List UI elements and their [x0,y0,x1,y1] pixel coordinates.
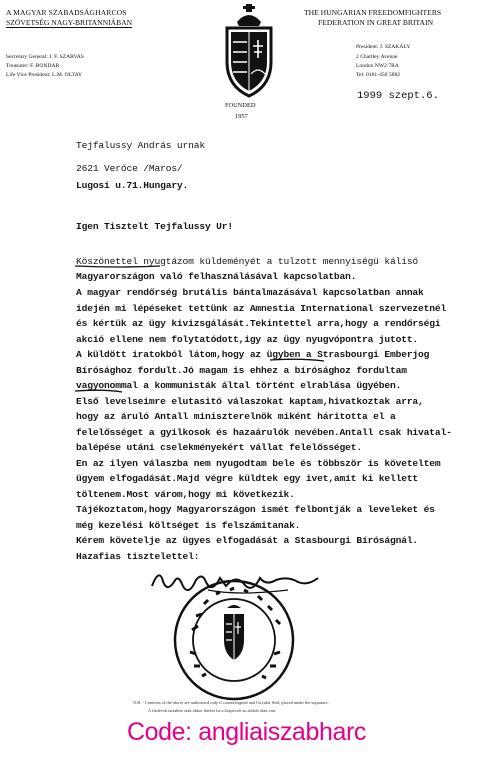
letter-date: 1999 szept.6. [357,90,439,102]
body-line: balépése utáni cselekményekért vállat felelősséget. [76,442,362,453]
hungarian-coat-of-arms-icon [213,2,285,100]
body-line: akció ellene nem folytatódott,igy az ügy nyugvópontra jutott. [76,334,419,345]
org-name-hungarian-line1: A MAGYAR SZABADSÁGHARCOS [6,8,127,17]
footnote-hungarian: A fenlevek tartalma csak akkor hiteles ha a körpecsét az aláírás alatt van. [148,708,277,713]
body-line: és kértük az ügy kivizsgálását.Tekintettel arra,hogy a rendőrségi [76,318,441,329]
code-caption: Code: angliaiszabharc [127,718,366,746]
body-line: Magyarországon való felhasználásával kapcsolatban. [76,271,357,282]
body-line: Hazafias tisztelettel: [76,551,200,562]
life-vice-president: Life Vice President: L.M. OLTAY [6,72,83,78]
secretary-general: Secretary General: J. F. SZARVAS [6,54,84,60]
treasurer: Treasurer: F. BONDAR [6,63,60,69]
founded-label: FOUNDED [225,102,256,109]
recipient-name: Tejfalussy András urnak [76,140,205,151]
body-line: töltenem.Most várom,hogy mi következik. [76,489,295,500]
body-line: Kérem követelje az ügyes elfogadását a Stasbourgi Bíróságnál. [76,535,419,546]
president: President: J. SZAKÁLY [356,44,411,50]
body-line: Bírósághoz fordult.Jó magam is ehhez a bírósághoz fordultam [76,365,407,376]
salutation: Igen Tisztelt Tejfalussy Ur! [76,221,234,232]
org-name-english-line2: FEDERATION IN GREAT BRITAIN [318,18,434,27]
body-line: Köszönettel nyugtázom küldeményét a tulzott mennyiségü káliső [76,256,419,267]
body-line: még kezelési költséget is felszámitanak. [76,520,301,531]
body-line: hogy az áruló Antall miniszterelnök miként háritotta el a [76,411,396,422]
footnote-english: N.B. - Contents of the above are authorised only if countersigned and Circular Seal, placed under the signature. [133,700,329,705]
recipient-address-line1: 2621 Verőce /Maros/ [76,163,183,174]
body-line: felelősséget a gyilkosok és hazaárulók nevében.Antall csak hivatal- [76,427,452,438]
body-line: ügyem elfogadását.Majd végre küldtek egy ivet,amit ki kellett [76,473,419,484]
body-line: A magyar rendőrség brutális bántalmazásával kapcsolatban annak [76,287,424,298]
org-name-english-line1: THE HUNGARIAN FREEDOMFIGHTERS [304,8,442,17]
body-line: idején mi lépéseket tettünk az Amnestia International szervezetnél [76,303,447,314]
body-line: vagyonommal a kommunisták által történt elrablása ügyében. [76,380,402,391]
body-line: Első levelseimre elutasitó válaszokat kaptam,hivatkoztak arra, [76,396,424,407]
address-line1: 2 Chartley Avenue [356,54,398,60]
body-line: En az ilyen válaszba nem nyugodtam bele és többször is követeltem [76,458,441,469]
org-name-hungarian-line2: SZÖVETSÉG NAGY-BRITANNIÁBAN [6,18,133,27]
body-line: A küldött iratokból látom,hogy az ügyben a Strasbourgi Emberjog [76,349,430,360]
recipient-address-line2: Lugosi u.71.Hungary. [76,180,189,191]
body-line: Tájékoztatom,hogy Magyarországon ismét felbontják a leveleket és [76,504,435,515]
telephone: Tel: 0181-450 5882 [356,72,401,78]
founded-year: 1957 [235,113,248,120]
address-line2: London NW2 7RA [356,63,399,69]
circular-seal-stamp [172,578,296,702]
